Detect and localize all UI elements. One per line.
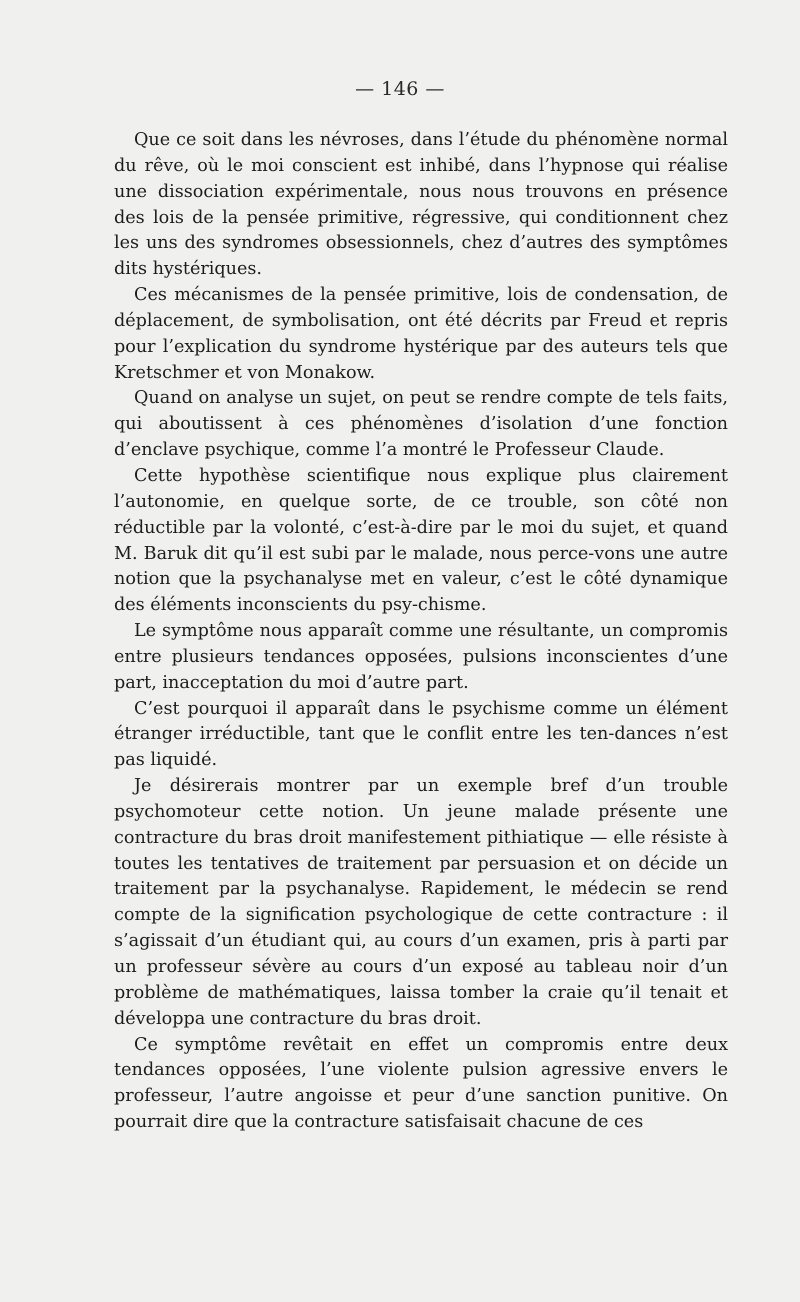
paragraph-3: Quand on analyse un sujet, on peut se rendre compte de tels faits, qui aboutissent à ces phénomènes d’isolation d’une fonction d’enclave psychique, comme l’a montré le Professeur Claude. [114,388,728,461]
body-text [114,128,728,1136]
paragraph-2: Ces mécanismes de la pensée primitive, lois de condensation, de déplacement, de symbolisation, ont été décrits par Freud et repris pour l’explication du syndrome hystérique par des auteurs tels que Kretschmer et von Monakow. [114,285,728,383]
paragraph-4: Cette hypothèse scientifique nous explique plus clairement l’autonomie, en quelque sorte, de ce trouble, son côté non réductible par la volonté, c’est-à-dire par le moi du sujet, et quand M. Baruk dit qu’il est subi par le malade, nous perce-vons une autre notion que la psychanalyse met en valeur, c’est le côté dynamique des éléments inconscients du psy-chisme. [114,465,728,616]
paragraph-7: Je désirerais montrer par un exemple bref d’un trouble psychomoteur cette notion. Un jeune malade présente une contracture du bras droit manifestement pithiatique — elle résiste à toutes les tentatives de traitement par persuasion et on décide un traitement par la psychanalyse. Rapidement, le médecin se rend compte de la signification psychologique de cette contracture : il s’agissait d’un étudiant qui, au cours d’un examen, pris à parti par un professeur sévère au cours d’un exposé au tableau noir d’un problème de mathématiques, laissa tomber la craie qu’il tenait et développa une contracture du bras droit. [114,776,728,1029]
page-number: — 146 — [355,78,445,100]
paragraph-1: Que ce soit dans les névroses, dans l’étude du phénomène normal du rêve, où le moi conscient est inhibé, dans l’hypnose qui réalise une dissociation expérimentale, nous nous trouvons en présence des lois de la pensée primitive, régressive, qui conditionnent chez les uns des syndromes obsessionnels, chez d’autres des symptômes dits hystériques. [114,130,728,280]
paragraph-8: Ce symptôme revêtait en effet un compromis entre deux tendances opposées, l’une violente pulsion agressive envers le professeur, l’autre angoisse et peur d’une sanction punitive. On pourrait dire que la contracture satisfaisait chacune de ces [114,1034,728,1133]
paragraph-5: Le symptôme nous apparaît comme une résultante, un compromis entre plusieurs tendances opposées, pulsions inconscientes d’une part, inacceptation du moi d’autre part. [114,621,728,693]
paragraph-6: C’est pourquoi il apparaît dans le psychisme comme un élément étranger irréductible, tant que le conflit entre les ten-dances n’est pas liquidé. [114,698,728,771]
